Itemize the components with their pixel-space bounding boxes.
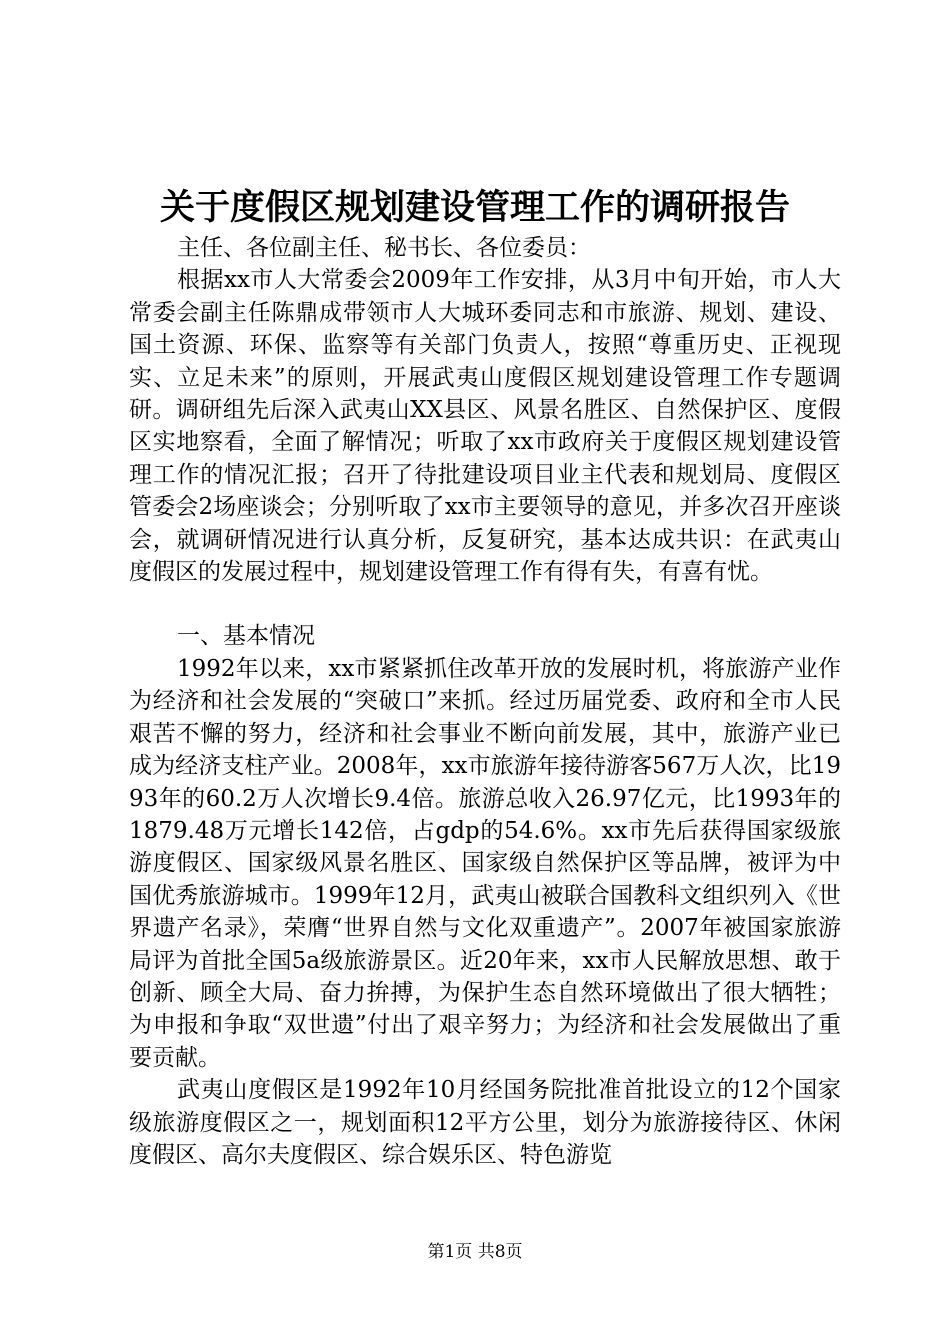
section-heading: 一、基本情况 [177,623,315,650]
section-paragraph-1: 1992年以来，xx市紧紧抓住改革开放的发展时机，将旅游产业作为经济和社会发展的“突破口”来抓。经过历届党委、政府和全市人民艰苦不懈的努力，经济和社会事业不断向前发展，其中，旅游产业已成为经济支柱产业。2008年，xx市旅游年接待游客567万人次，比1993年的60.2万人次增长9.4倍。旅游总收入26.97亿元，比1993年的1879.48万元增长142倍，占gdp的54.6%。xx市先后获得国家级旅游度假区、国家级风景名胜区、国家级自然保护区等品牌，被评为中国优秀旅游城市。1999年12月，武夷山被联合国教科文组织列入《世界遗产名录》，荣膺“世界自然与文化双重遗产”。2007年被国家旅游局评为首批全国5a级旅游景区。近20年来，xx市人民解放思想、敢于创新、顾全大局、奋力拚搏，为保护生态自然环境做出了很大牺牲；为申报和争取“双世遗”付出了艰辛努力；为经济和社会发展做出了重要贡献。 [129,655,841,1071]
section-paragraph-2: 武夷山度假区是1992年10月经国务院批准首批设立的12个国家级旅游度假区之一，规划面积12平方公里，划分为旅游接待区、休闲度假区、高尔夫度假区、综合娱乐区、特色游览 [129,1077,841,1168]
page-footer: 第1页 共8页 [427,1242,523,1262]
document-title: 关于度假区规划建设管理工作的调研报告 [159,187,790,228]
salutation: 主任、各位副主任、秘书长、各位委员： [177,235,591,261]
document-body [129,232,841,1171]
intro-paragraph: 根据xx市人大常委会2009年工作安排，从3月中旬开始，市人大常委会副主任陈鼎成带领市人大城环委同志和市旅游、规划、建设、国土资源、环保、监察等有关部门负责人，按照“尊重历史、正视现实、立足未来”的原则，开展武夷山度假区规划建设管理工作专题调研。调研组先后深入武夷山XX县区、风景名胜区、自然保护区、度假区实地察看，全面了解情况；听取了xx市政府关于度假区规划建设管理工作的情况汇报；召开了待批建设项目业主代表和规划局、度假区管委会2场座谈会；分别听取了xx市主要领导的意见，并多次召开座谈会，就调研情况进行认真分析，反复研究，基本达成共识：在武夷山度假区的发展过程中，规划建设管理工作有得有失，有喜有忧。 [129,267,841,586]
